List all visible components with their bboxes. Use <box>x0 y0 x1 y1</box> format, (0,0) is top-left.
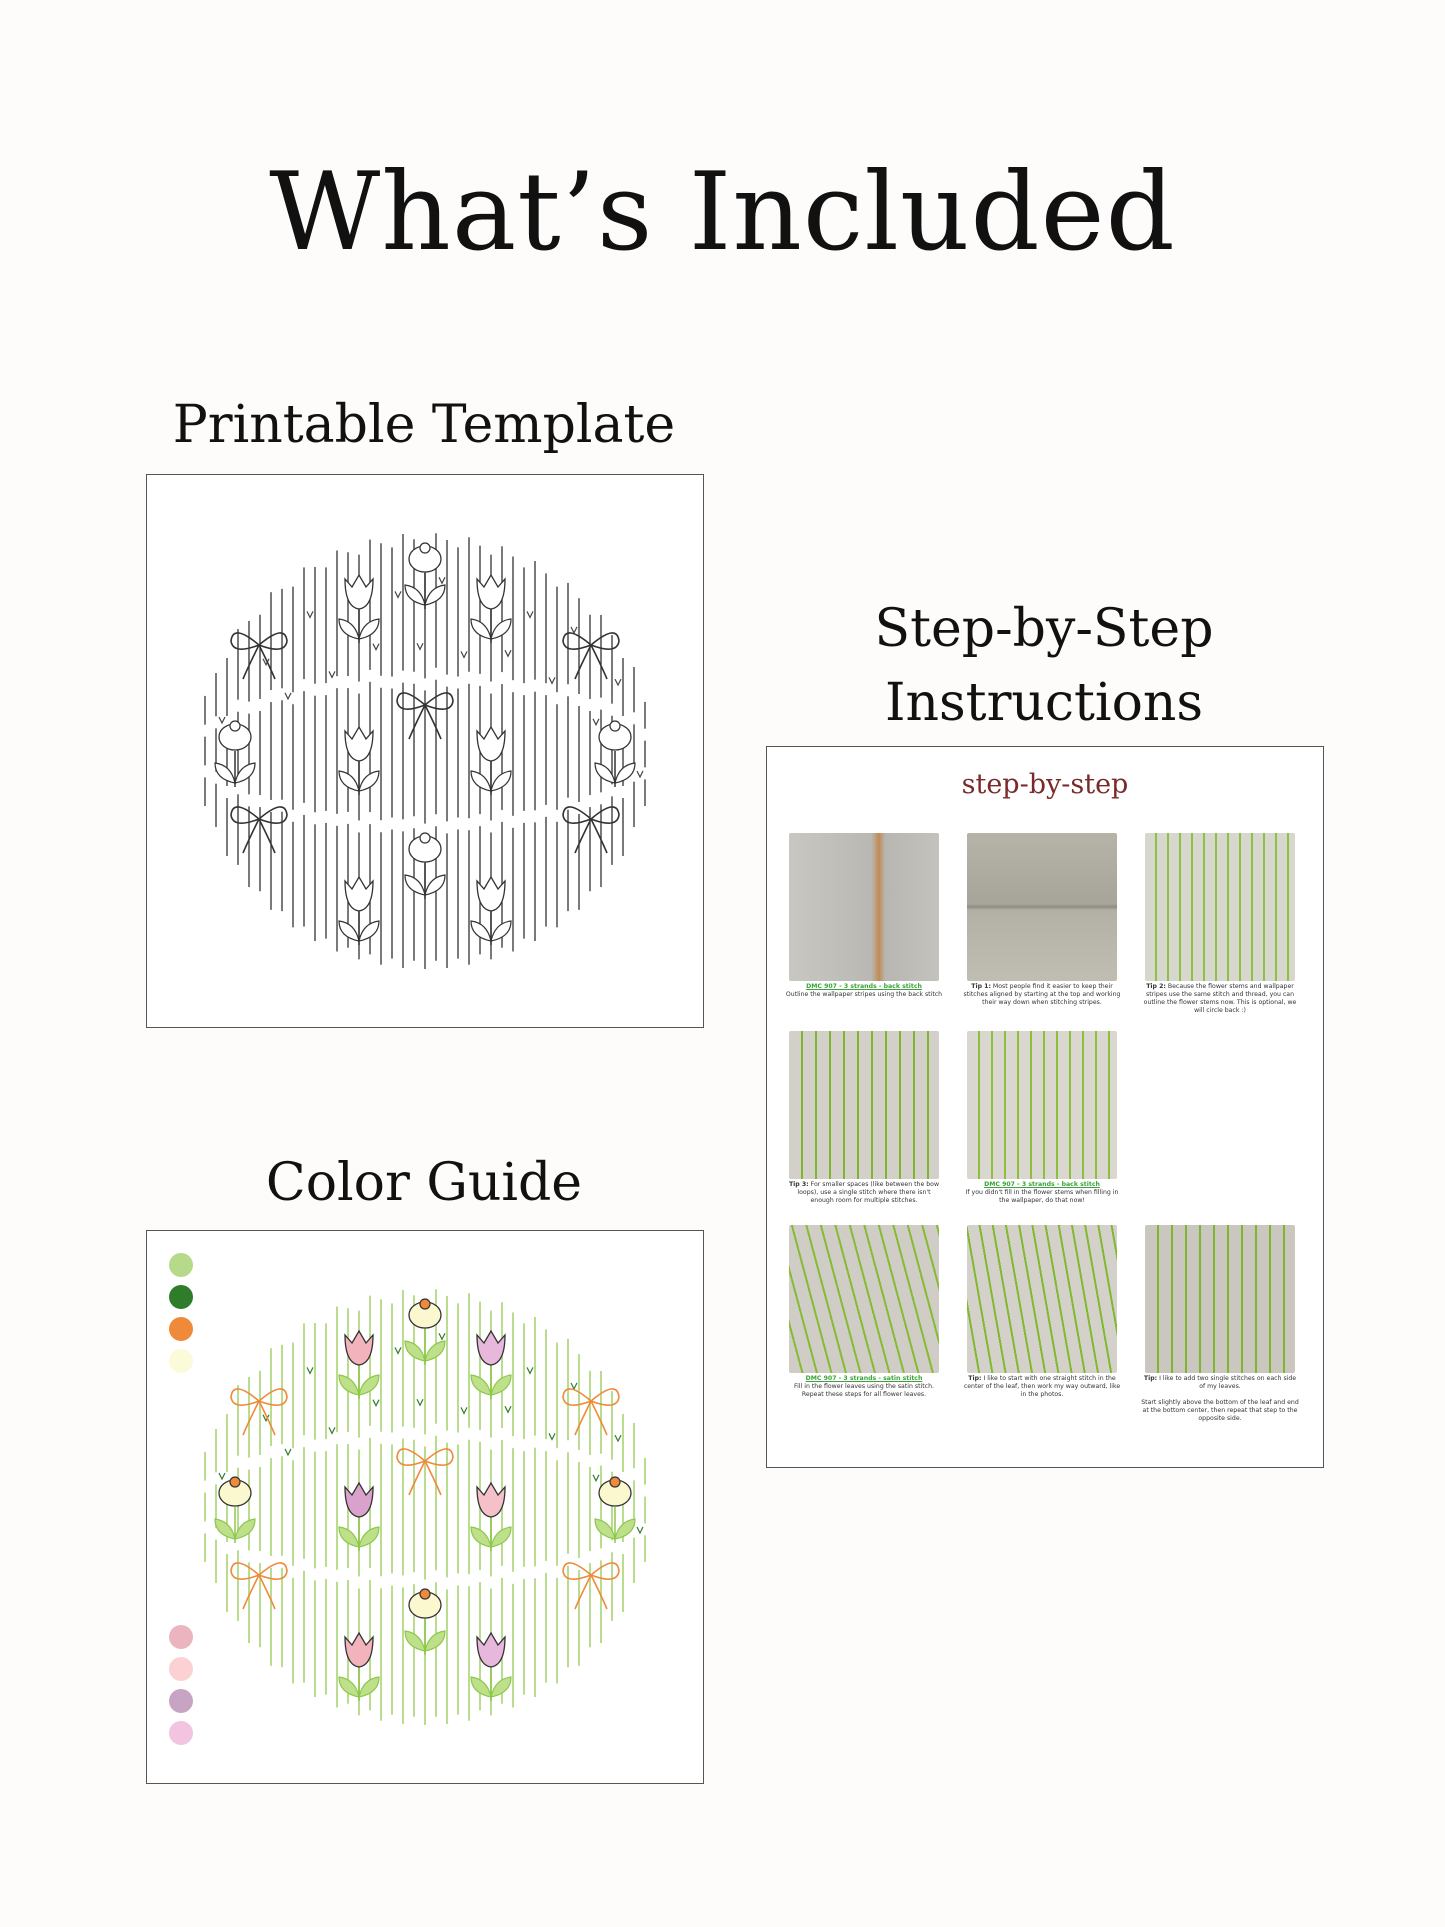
flower-leaf <box>405 585 425 605</box>
step-caption-5: DMC 907 - 3 strands - back stitch If you didn't fill in the flower stems when filling in the wallpaper, do that now! <box>965 1181 1119 1204</box>
v-stitch <box>549 677 555 683</box>
bow-motif <box>231 633 287 679</box>
step-caption-4: Tip 3: For smaller spaces (like between the bow loops), use a single stitch where there isn't enough room for multiple stitches. <box>788 1181 940 1204</box>
v-stitch <box>527 611 533 617</box>
page-title: What’s Included <box>269 150 1176 275</box>
v-stitch <box>307 1367 313 1373</box>
tulip-flower <box>345 1483 373 1517</box>
tulip-flower <box>477 1483 505 1517</box>
step-photo-6 <box>789 1225 939 1373</box>
v-stitch <box>417 643 423 649</box>
flower-leaf <box>615 1519 635 1539</box>
swatch-light-pink <box>169 1657 193 1681</box>
instructions-preview <box>766 746 1324 1468</box>
flower-leaf <box>359 619 379 639</box>
flower-leaf <box>359 771 379 791</box>
flower-leaf <box>339 619 359 639</box>
flower-leaf <box>491 1527 511 1547</box>
flower-leaf <box>339 1375 359 1395</box>
step-photo-1 <box>789 833 939 981</box>
step-caption-1: DMC 907 - 3 strands - back stitch Outline the wallpaper stripes using the back stitch <box>785 983 943 998</box>
step-caption-7: Tip: I like to start with one straight stitch in the center of the leaf, then work my way outward, like in the photos. <box>963 1375 1121 1398</box>
step-photo-4 <box>789 1031 939 1179</box>
daisy-center <box>610 1477 620 1487</box>
v-stitch <box>549 1433 555 1439</box>
v-stitch <box>593 1475 599 1481</box>
tulip-flower <box>345 1331 373 1365</box>
v-stitch <box>285 1449 291 1455</box>
flower-leaf <box>359 921 379 941</box>
v-stitch <box>219 717 225 723</box>
flower-leaf <box>425 585 445 605</box>
tulip-flower <box>345 575 373 609</box>
bow-motif <box>563 633 619 679</box>
color-guide-art <box>147 1231 703 1783</box>
daisy-center <box>420 833 430 843</box>
template-line-art <box>147 475 703 1027</box>
v-stitch <box>219 1473 225 1479</box>
flower-leaf <box>491 1375 511 1395</box>
swatch-dark-green <box>169 1285 193 1309</box>
v-stitch <box>571 627 577 633</box>
v-stitch <box>461 651 467 657</box>
tulip-flower <box>477 877 505 911</box>
v-stitch <box>615 679 621 685</box>
v-stitch <box>461 1407 467 1413</box>
daisy-center <box>420 1589 430 1599</box>
flower-leaf <box>405 1341 425 1361</box>
flower-leaf <box>215 1519 235 1539</box>
bow-motif <box>231 807 287 853</box>
v-stitch <box>505 650 511 656</box>
step-caption-2: Tip 1: Most people find it easier to keep their stitches aligned by starting at the top and working their way down when stitching stripes. <box>963 983 1121 1006</box>
steps-label <box>766 592 1322 740</box>
color-guide-preview <box>146 1230 704 1784</box>
flower-leaf <box>615 763 635 783</box>
step-caption-3: Tip 2: Because the flower stems and wallpaper stripes use the same stitch and thread, you can outline the flower stems now. This is optional, we will circle back :) <box>1143 983 1297 1014</box>
tulip-flower <box>477 1331 505 1365</box>
bow-motif <box>563 807 619 853</box>
swatch-lilac <box>169 1721 193 1745</box>
flower-leaf <box>491 1677 511 1697</box>
steps-label-line2: Instructions <box>884 673 1204 733</box>
swatch-light-green <box>169 1253 193 1277</box>
flower-leaf <box>405 875 425 895</box>
tulip-flower <box>477 1633 505 1667</box>
flower-leaf <box>491 619 511 639</box>
flower-leaf <box>215 763 235 783</box>
flower-leaf <box>471 921 491 941</box>
daisy-center <box>230 721 240 731</box>
flower-leaf <box>405 1631 425 1651</box>
v-stitch <box>439 577 445 583</box>
v-stitch <box>593 719 599 725</box>
v-stitch <box>505 1406 511 1412</box>
step-photo-5 <box>967 1031 1117 1179</box>
tulip-flower <box>477 575 505 609</box>
v-stitch <box>637 771 643 777</box>
flower-leaf <box>471 771 491 791</box>
step-photo-8 <box>1145 1225 1295 1373</box>
flower-leaf <box>359 1527 379 1547</box>
swatch-mauve <box>169 1689 193 1713</box>
color-guide-label: Color Guide <box>265 1153 583 1213</box>
v-stitch <box>285 693 291 699</box>
v-stitch <box>527 1367 533 1373</box>
swatch-cream <box>169 1349 193 1373</box>
flower-leaf <box>491 771 511 791</box>
flower-leaf <box>491 921 511 941</box>
tulip-flower <box>345 1633 373 1667</box>
v-stitch <box>373 644 379 650</box>
template-label: Printable Template <box>172 395 676 455</box>
flower-leaf <box>339 1527 359 1547</box>
v-stitch <box>395 591 401 597</box>
flower-leaf <box>471 1375 491 1395</box>
step-photo-7 <box>967 1225 1117 1373</box>
steps-label-line1: Step-by-Step <box>874 599 1214 659</box>
flower-leaf <box>339 1677 359 1697</box>
v-stitch <box>373 1400 379 1406</box>
v-stitch <box>637 1527 643 1533</box>
step-photo-2 <box>967 833 1117 981</box>
flower-leaf <box>339 771 359 791</box>
daisy-center <box>230 1477 240 1487</box>
v-stitch <box>571 1383 577 1389</box>
tulip-flower <box>345 727 373 761</box>
v-stitch <box>329 671 335 677</box>
flower-leaf <box>425 1341 445 1361</box>
daisy-center <box>610 721 620 731</box>
v-stitch <box>615 1435 621 1441</box>
step-caption-8: Tip: I like to add two single stitches on each side of my leaves. Start slightly above the bottom of the leaf and end at the bottom center, then repeat that step to the opposite side. <box>1141 1375 1299 1422</box>
swatch-orange <box>169 1317 193 1341</box>
v-stitch <box>417 1399 423 1405</box>
v-stitch <box>395 1347 401 1353</box>
flower-leaf <box>339 921 359 941</box>
daisy-center <box>420 1299 430 1309</box>
v-stitch <box>439 1333 445 1339</box>
steps-heading: step-by-step <box>961 769 1129 800</box>
v-stitch <box>307 611 313 617</box>
flower-leaf <box>359 1677 379 1697</box>
v-stitch <box>329 1427 335 1433</box>
step-photo-3 <box>1145 833 1295 981</box>
flower-leaf <box>471 1527 491 1547</box>
daisy-center <box>420 543 430 553</box>
flower-leaf <box>471 1677 491 1697</box>
flower-leaf <box>425 875 445 895</box>
template-preview <box>146 474 704 1028</box>
swatch-pink <box>169 1625 193 1649</box>
flower-leaf <box>471 619 491 639</box>
tulip-flower <box>477 727 505 761</box>
tulip-flower <box>345 877 373 911</box>
step-caption-6: DMC 907 - 3 strands - satin stitch Fill in the flower leaves using the satin stitch. Repeat these steps for all flower leaves. <box>794 1375 934 1398</box>
flower-leaf <box>359 1375 379 1395</box>
flower-leaf <box>425 1631 445 1651</box>
